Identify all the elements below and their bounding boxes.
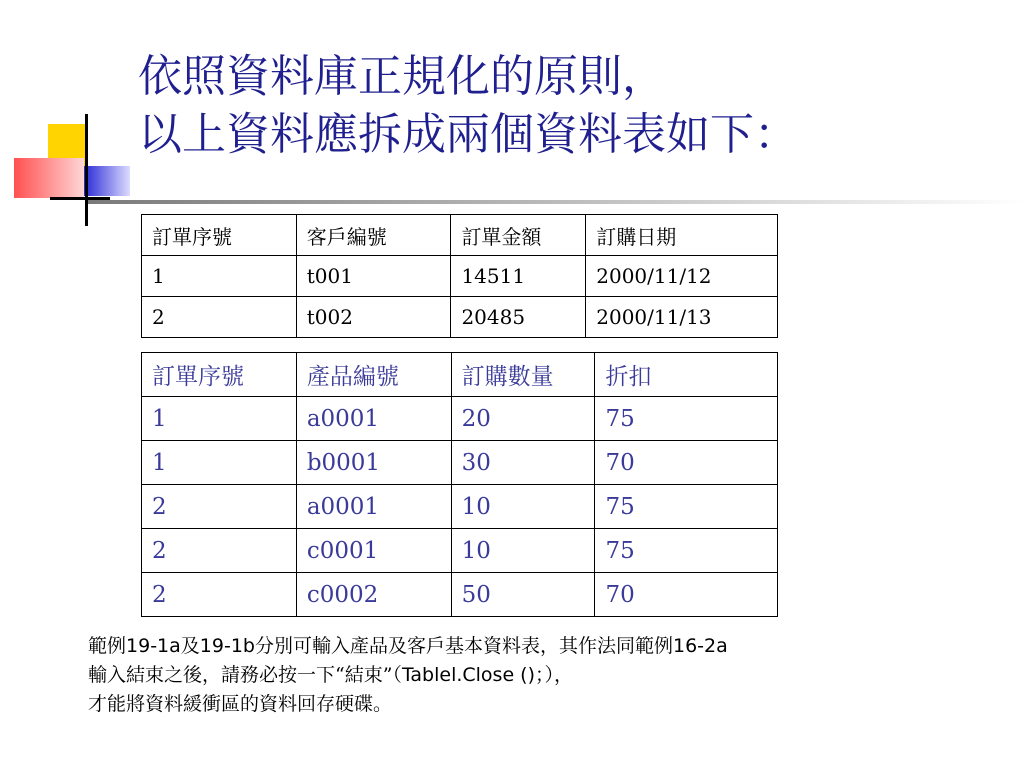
note-text: 輸入結束之後，請務必按一下“結束”（ bbox=[88, 664, 402, 686]
table-cell: 10 bbox=[451, 529, 595, 573]
note-text: 範例 bbox=[88, 635, 127, 657]
note-text: ；）， bbox=[535, 664, 574, 686]
vertical-line bbox=[85, 114, 88, 226]
table-cell: c0002 bbox=[296, 573, 451, 617]
table-cell: 70 bbox=[595, 441, 778, 485]
note-text: 及 bbox=[180, 635, 200, 657]
header-cell: 訂單金額 bbox=[451, 215, 586, 256]
table-cell: 50 bbox=[451, 573, 595, 617]
note-line-1 bbox=[88, 632, 988, 661]
table-row bbox=[142, 256, 778, 297]
table-cell: 1 bbox=[142, 256, 297, 297]
table-cell: 75 bbox=[595, 529, 778, 573]
table-cell: t001 bbox=[296, 256, 451, 297]
horizontal-line bbox=[50, 197, 110, 200]
title-line-2: 以上資料應拆成兩個資料表如下： bbox=[138, 109, 798, 160]
note-line-3: 才能將資料緩衝區的資料回存硬碟。 bbox=[88, 693, 393, 715]
title-line-1: 依照資料庫正規化的原則， bbox=[138, 51, 666, 102]
note-code: 16-2a bbox=[673, 635, 728, 657]
note-text: 分別可輸入產品及客戶基本資料表，其作法同範例 bbox=[254, 635, 673, 657]
header-cell: 產品編號 bbox=[296, 353, 451, 397]
note-code: 19-1b bbox=[199, 635, 255, 657]
order-details-table bbox=[141, 352, 778, 617]
table-cell: t002 bbox=[296, 297, 451, 338]
table-cell: 1 bbox=[142, 397, 297, 441]
table-row bbox=[142, 441, 778, 485]
title-rule bbox=[88, 200, 1024, 204]
instruction-note bbox=[88, 632, 988, 719]
table-cell: 2 bbox=[142, 529, 297, 573]
red-square bbox=[14, 158, 84, 198]
table-cell: 2000/11/12 bbox=[586, 256, 778, 297]
table-cell: 30 bbox=[451, 441, 595, 485]
table-header-row bbox=[142, 215, 778, 256]
table-cell: 2 bbox=[142, 573, 297, 617]
table-header-row bbox=[142, 353, 778, 397]
table-row bbox=[142, 529, 778, 573]
table-cell: 75 bbox=[595, 397, 778, 441]
header-cell: 訂購日期 bbox=[586, 215, 778, 256]
table-cell: 14511 bbox=[451, 256, 586, 297]
header-cell: 訂單序號 bbox=[142, 215, 297, 256]
orders-table bbox=[141, 214, 778, 338]
note-code: Tablel.Close () bbox=[401, 664, 536, 686]
table-cell: a0001 bbox=[296, 485, 451, 529]
table-cell: c0001 bbox=[296, 529, 451, 573]
blue-square bbox=[84, 166, 130, 196]
table-cell: 10 bbox=[451, 485, 595, 529]
table-cell: a0001 bbox=[296, 397, 451, 441]
header-cell: 折扣 bbox=[595, 353, 778, 397]
header-cell: 訂購數量 bbox=[451, 353, 595, 397]
table-row bbox=[142, 573, 778, 617]
header-cell: 訂單序號 bbox=[142, 353, 297, 397]
table-cell: 2 bbox=[142, 297, 297, 338]
table-cell: b0001 bbox=[296, 441, 451, 485]
table-cell: 70 bbox=[595, 573, 778, 617]
table-cell: 2 bbox=[142, 485, 297, 529]
header-cell: 客戶編號 bbox=[296, 215, 451, 256]
table-cell: 20485 bbox=[451, 297, 586, 338]
table-cell: 2000/11/13 bbox=[586, 297, 778, 338]
table-cell: 20 bbox=[451, 397, 595, 441]
note-line-2 bbox=[88, 661, 988, 690]
table-cell: 75 bbox=[595, 485, 778, 529]
table-cell: 1 bbox=[142, 441, 297, 485]
slide-title bbox=[138, 48, 998, 164]
table-row bbox=[142, 297, 778, 338]
table-row bbox=[142, 397, 778, 441]
note-code: 19-1a bbox=[126, 635, 181, 657]
table-row bbox=[142, 485, 778, 529]
